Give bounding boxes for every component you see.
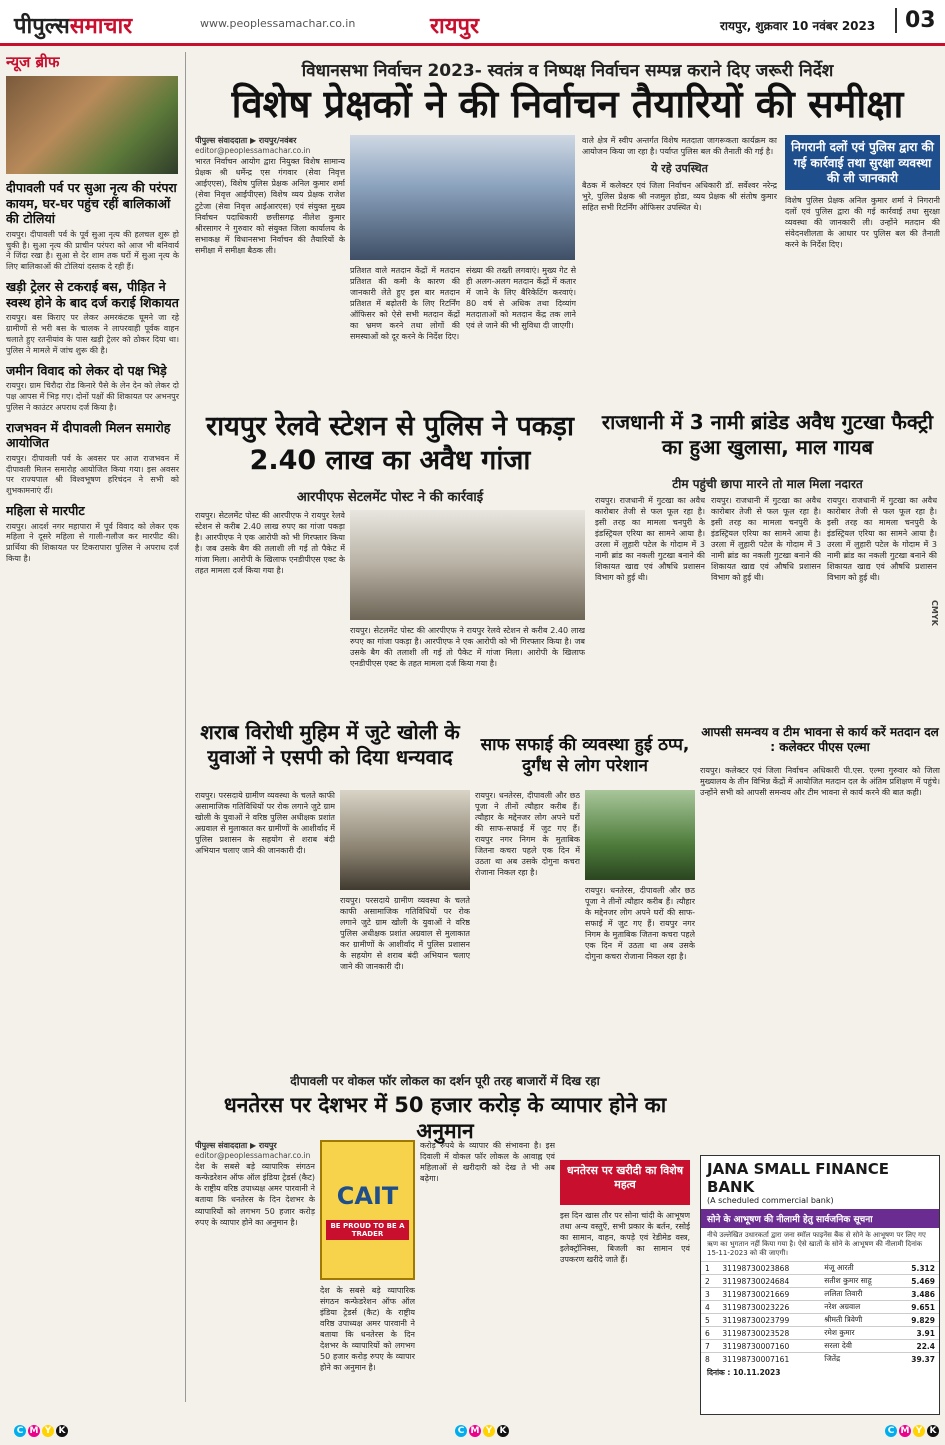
present-subhead: ये रहे उपस्थित — [651, 162, 708, 176]
logo-right-text: समाचार — [69, 14, 133, 39]
row-name: मंजू आरती — [820, 1262, 895, 1275]
lead-kicker: विधानसभा निर्वाचन 2023- स्वतंत्र व निष्पक्ष निर्वाचन सम्पन्न कराने दिए जरूरी निर्देश — [301, 61, 834, 81]
cleaning-text-2: रायपुर। धनतेरस, दीपावली और छठ पूजा ने तीनों त्यौहार करीब हैं। त्यौहार के मद्देनजर लोग अपने घरों की साफ-सफाई में जुट गए हैं। रायपुर नगर निगम के मुताबिक जितना कचरा पहले एक दिन में उठता था अब उसके दोगुना कचरा रोजाना निकल रहा है। — [585, 886, 695, 962]
auction-row — [701, 1301, 939, 1314]
dhanteras-special-text: इस दिन खास तौर पर सोना चांदी के आभूषण तथा अन्य वस्तुएँ, सभी प्रकार के बर्तन, रसोई का सामान, वाहन, कपड़े एवं रेडीमेड वस्त्र, इलेक्ट्रॉनिक्स, बिजली का सामान एवं उपकरण खरीदे जाते हैं। — [560, 1211, 690, 1265]
story-headline: दीपावली पर्व पर सुआ नृत्य की परंपरा कायम, घर-घर पहुंच रहीं बालिकाओं की टोलियां — [6, 180, 177, 227]
dhanteras-column-3 — [420, 1140, 555, 1415]
lead-column-4 — [582, 135, 777, 400]
auction-row — [701, 1275, 939, 1288]
surveillance-text: विशेष पुलिस प्रेक्षक अनिल कुमार शर्मा ने निगरानी दलों एवं पुलिस द्वारा की गई कार्रवाई तथा सुरक्षा व्यवस्था की जानकारी ली। उन्होंने मतदान की संवेदनशीलता के आधार पर पुलिस बल की तैनाती करने के निर्देश दिए। — [785, 196, 940, 250]
story-headline: महिला से मारपीट — [6, 502, 85, 518]
dhanteras-kicker: दीपावली पर वोकल फॉर लोकल का दर्शन पूरी तरह बाजारों में दिख रहा — [290, 1074, 600, 1088]
bank-subtitle: (A scheduled commercial bank) — [707, 1196, 834, 1205]
row-name: जितेंद्र — [820, 1353, 895, 1366]
news-brief-tag: न्यूज ब्रीफ — [6, 53, 60, 71]
gutkha-column-3 — [827, 495, 937, 715]
masthead — [0, 0, 945, 46]
gutkha-text: रायपुर। राजधानी में गुटखा का अवैध कारोबार तेजी से फल फूल रहा है। इसी तरह का मामला चनपुरी के इंडस्ट्रियल एरिया का सामने आया है। उरला में लुहारी पटेल के गोदाम में 3 नामी ब्रांड का नकली गुटखा बनाने की शिकायत खाद्य एवं औषधि प्रशासन विभाग को हुई थी। — [595, 496, 705, 583]
lead-headline: विशेष प्रेक्षकों ने की निर्वाचन तैयारियों की समीक्षा — [231, 82, 904, 126]
logo-left-text: पीपुल्स — [14, 14, 70, 39]
cmyk-dot: M — [470, 1426, 480, 1436]
cmyk-dot: C — [14, 1425, 26, 1437]
edition-date: रायपुर, शुक्रवार 10 नवंबर 2023 — [720, 19, 876, 33]
row-amount: 3.486 — [896, 1288, 939, 1301]
gutkha-column-1 — [595, 495, 705, 715]
cmyk-dot: C — [455, 1425, 467, 1437]
dhanteras-email[interactable]: editor@peoplessamachar.co.in — [195, 1151, 311, 1161]
left-news-brief-column — [6, 52, 186, 1402]
row-amount: 22.4 — [896, 1340, 939, 1353]
gutkha-kicker: टीम पहुंची छापा मारने तो माल मिला नदारत — [672, 477, 863, 491]
row-account: 31198730023799 — [718, 1314, 820, 1327]
story-body: रायपुर। दीपावली पर्व के अवसर पर आज राजभवन में दीपावली मिलन समारोह आयोजित किया गया। इस अवसर पर राज्यपाल श्री विश्वभूषण हरिचंदन ने सभी को शुभकामनाएं दीं। — [6, 453, 179, 496]
collector-column — [700, 765, 940, 835]
row-amount: 9.829 — [896, 1314, 939, 1327]
row-amount: 5.312 — [896, 1262, 939, 1275]
lead-column-3 — [466, 265, 576, 400]
dhanteras-column-2 — [320, 1285, 415, 1415]
dhanteras-byline: पीपुल्स संवाददाता ▶ रायपुर — [195, 1141, 277, 1150]
dhanteras-special-box-body — [560, 1210, 690, 1415]
rail-text-2: रायपुर। सेटलमेंट पोस्ट की आरपीएफ ने रायपुर रेलवे स्टेशन से करीब 2.40 लाख रुपए का गांजा पकड़ा है। आरपीएफ ने एक आरोपी को भी गिरफ्तार किया है। जब उसके बैग की तलाशी ली गई तो पैकेट में गांजा मिला। आरोपी के खिलाफ एनडीपीएस एक्ट के तहत मामला दर्ज किया गया है। — [350, 626, 585, 669]
lead-text-3: संख्या की तख्ती लगवाएं। मुख्य गेट से ही अलग-अलग मतदान केंद्रों में कतार में जाने के लिए बैरिकेटिंग करवाएं। 80 वर्ष से अधिक तथा दिव्यांग मतदाताओं को मतदान केंद्र तक लाने एवं ले जाने की भी सुविधा दी जाएगी। — [466, 266, 576, 331]
sua-dance-photo — [6, 76, 178, 174]
dhanteras-column-1 — [195, 1140, 315, 1415]
auction-row — [701, 1340, 939, 1353]
cleaning-headline: साफ सफाई की व्यवस्था हुई ठप्प, दुर्गंध से लोग परेशान — [480, 735, 690, 777]
cmyk-dot: C — [885, 1425, 897, 1437]
cmyk-marks-right — [885, 1425, 941, 1437]
liquor-column-2 — [340, 895, 470, 1065]
auction-notice-text: नीचे उल्लेखित उधारकर्ता द्वारा जना स्मॉल फाइनेंस बैंक से सोने के आभूषण पर लिए गए ऋण का भुगतान नहीं किया गया है। ऐसे खातों के सोने के आभूषण की नीलामी दिनांक 15-11-2023 को की जाएगी। — [707, 1231, 926, 1258]
lead-text-2: प्रतिशत वाले मतदान केंद्रों में मतदान प्रतिशत की कमी के कारण की जानकारी लेते हुए इस बार मतदान प्रतिशत में बढ़ोतरी के लिए रिटर्निंग ऑफिसर को ऐसे सभी मतदान केंद्रों का भ्रमण करने तथा लोगों की समस्याओं को दूर करने के निर्देश दिए। — [350, 266, 460, 342]
story-headline: राजभवन में दीपावली मिलन समारोह आयोजित — [6, 419, 171, 451]
auction-row — [701, 1327, 939, 1340]
story-body: रायपुर। ग्राम चिरौदा रोड किनारे पैसे के लेन देन को लेकर दो पक्ष आपस में भिड़ गए। दोनों पक्षों की शिकायत पर अभनपुर पुलिस ने काउंटर अपराध दर्ज किया है। — [6, 381, 179, 412]
row-account: 31198730023868 — [718, 1262, 820, 1275]
story-body: रायपुर। आदर्श नगर महापारा में पूर्व विवाद को लेकर एक महिला ने दूसरे महिला से गाली-गलौज कर मारपीट की। प्रार्थिया की शिकायत पर टिकरापारा पुलिस ने अपराध दर्ज किया है। — [6, 521, 179, 563]
cmyk-side-label: CMYK — [930, 600, 939, 626]
auction-row — [701, 1262, 939, 1275]
lead-byline: पीपुल्स संवाददाता ▶ रायपुर/नवंबर — [195, 136, 297, 145]
cleaning-text: रायपुर। धनतेरस, दीपावली और छठ पूजा ने तीनों त्यौहार करीब हैं। त्यौहार के मद्देनजर लोग अपने घरों की साफ-सफाई में जुट गए हैं। रायपुर नगर निगम के मुताबिक जितना कचरा पहले एक दिन में उठता था अब उसके दोगुना कचरा रोजाना निकल रहा है। — [475, 791, 580, 878]
row-amount: 3.91 — [896, 1327, 939, 1340]
row-no: 4 — [701, 1301, 718, 1314]
auction-row — [701, 1353, 939, 1366]
dhanteras-text-3: करोड़ रुपये के व्यापार की संभावना है। इस दिवाली में वोकल फॉर लोकल के आवाह्न एवं महिलाओं से खरीदारी को देख ते भी अब बढ़ेगा। — [420, 1141, 555, 1184]
rail-kicker: आरपीएफ सेटलमेंट पोस्ट ने की कार्रवाई — [296, 490, 484, 505]
cait-logo-graphic — [320, 1140, 415, 1280]
gutkha-column-2 — [711, 495, 821, 715]
collector-text: रायपुर। कलेक्टर एवं जिला निर्वाचन अधिकारी पी.एस. एल्मा गुरुवार को जिला मुख्यालय के तीन विभिन्न केंद्रों में आयोजित मतदान दल के अंतिम प्रशिक्षण में पहुंचे। उन्होंने सभी को आपसी समन्वय और टीम भावना से कार्य करने की बात कही। — [700, 766, 940, 798]
lead-text-1: भारत निर्वाचन आयोग द्वारा नियुक्त विशेष सामान्य प्रेक्षक श्री धर्मेन्द्र एस गंगवार (सेवा निवृत्त आईएएस), विशेष पुलिस प्रेक्षक अनिल कुमार शर्मा (सेवा निवृत्त आईपीएस) विशेष व्यय प्रेक्षक राजेश टुटेजा (सेवा निवृत्त आईआरएस) एवं संयुक्त मुख्य निर्वाचन पदाधिकारी छत्तीसगढ़ नीलेश कुमार श्रीरसागर ने गुरुवार को संयुक्त जिला कार्यालय के सभाकक्ष में विधानसभा निर्वाचन की तैयारियों के समीक्षा में समीक्षा बैठक ली। — [195, 157, 345, 255]
surveillance-box-head: निगरानी दलों एवं पुलिस द्वारा की गई कार्रवाई तथा सुरक्षा व्यवस्था की ली जानकारी — [785, 135, 940, 190]
notice-date: दिनांक : 10.11.2023 — [707, 1368, 781, 1378]
bank-name: JANA SMALL FINANCE BANK — [707, 1160, 890, 1196]
row-no: 2 — [701, 1275, 718, 1288]
row-account: 31198730007160 — [718, 1340, 820, 1353]
cmyk-marks-center — [455, 1425, 511, 1437]
row-amount: 5.469 — [896, 1275, 939, 1288]
story-headline: खड़ी ट्रेलर से टकराई बस, पीड़ित ने स्वस्थ होने के बाद दर्ज कराई शिकायत — [6, 279, 179, 310]
auction-notice-title: सोने के आभूषण की नीलामी हेतु सार्वजनिक सूचना — [701, 1209, 939, 1228]
page-city-title: रायपुर — [430, 14, 479, 39]
cleaning-column-1 — [475, 790, 580, 1065]
row-name: श्रीमती त्रिवेणी — [820, 1314, 895, 1327]
row-name: रमेश कुमार — [820, 1327, 895, 1340]
gutkha-text-2: रायपुर। राजधानी में गुटखा का अवैध कारोबार तेजी से फल फूल रहा है। इसी तरह का मामला चनपुरी के इंडस्ट्रियल एरिया का सामने आया है। उरला में लुहारी पटेल के गोदाम में 3 नामी ब्रांड का नकली गुटखा बनाने की शिकायत खाद्य एवं औषधि प्रशासन विभाग को हुई थी। — [711, 496, 821, 583]
dhanteras-headline: धनतेरस पर देशभर में 50 हजार करोड़ के व्यापार होने का अनुमान — [223, 1093, 667, 1144]
lead-text-4: वाले क्षेत्र में स्वीप अन्तर्गत विशेष मतदाता जागरूकता कार्यक्रम का आयोजन किया जा रहा है। पर्याप्त पुलिस बल की तैनाती की गई है। — [582, 136, 777, 157]
row-no: 6 — [701, 1327, 718, 1340]
rail-text: रायपुर। सेटलमेंट पोस्ट की आरपीएफ ने रायपुर रेलवे स्टेशन से करीब 2.40 लाख रुपए का गांजा पकड़ा है। आरपीएफ ने एक आरोपी को भी गिरफ्तार किया है। जब उसके बैग की तलाशी ली गई तो पैकेट में गांजा मिला। आरोपी के खिलाफ एनडीपीएस एक्ट के तहत मामला दर्ज किया गया है। — [195, 511, 345, 576]
surveillance-box-body — [785, 195, 940, 400]
collector-headline: आपसी समन्वय व टीम भावना से कार्य करें मतदान दल : कलेक्टर पीएस एल्मा — [701, 725, 939, 754]
row-amount: 9.651 — [896, 1301, 939, 1314]
row-no: 1 — [701, 1262, 718, 1275]
row-name: ललिता तिवारी — [820, 1288, 895, 1301]
lead-column-1 — [195, 135, 345, 355]
liquor-text: रायपुर। परसदाये ग्रामीण व्यवस्था के चलते काफी असामाजिक गतिविधियों पर रोक लगाने जुटे ग्राम खोली के युवाओं ने वरिष्ठ पुलिस अधीक्षक प्रशांत अग्रवाल से मुलाकात कर ग्रामीणों के आशीर्वाद में पुलिस प्रशासन के सहयोग से शराब बंदी अभियान चलाए जाने की जानकारी दी। — [195, 791, 335, 856]
story-body: रायपुर। दीपावली पर्व के पूर्व सुआ नृत्य की हलचल शुरू हो चुकी है। सुआ नृत्य की प्राचीन परंपरा को आज भी बनिवार्य ने जिंदा रखा है। सुआ से देर शाम तक घरों में सुआ नृत्य के लिए बालिकाओं की टोलियां दस्तक दे रही हैं। — [6, 229, 179, 272]
gutkha-text-3: रायपुर। राजधानी में गुटखा का अवैध कारोबार तेजी से फल फूल रहा है। इसी तरह का मामला चनपुरी के इंडस्ट्रियल एरिया का सामने आया है। उरला में लुहारी पटेल के गोदाम में 3 नामी ब्रांड का नकली गुटखा बनाने की शिकायत खाद्य एवं औषधि प्रशासन विभाग को हुई थी। — [827, 496, 937, 583]
rpf-seizure-photo — [350, 510, 585, 620]
row-account: 31198730024684 — [718, 1275, 820, 1288]
story-body: रायपुर। बस किराए पर लेकर अमरकंटक घूमने जा रहे ग्रामीणों से भरी बस के चालक ने लापरवाही पूर्वक वाहन चलाते हुए रतनीयांव के पास खड़ी ट्रेलर को ठोकर दिया था। पुलिस ने मामले में जांच शुरू की है। — [6, 313, 179, 355]
website-url[interactable]: www.peoplessamachar.co.in — [200, 17, 356, 30]
cmyk-dot: K — [927, 1425, 939, 1437]
rail-column-1 — [195, 510, 345, 710]
auction-table — [701, 1261, 939, 1365]
election-meeting-photo — [350, 135, 575, 260]
lead-email[interactable]: editor@peoplessamachar.co.in — [195, 146, 311, 156]
lead-column-2 — [350, 265, 460, 400]
auction-row — [701, 1314, 939, 1327]
cmyk-marks-left — [14, 1425, 70, 1437]
row-name: सतीश कुमार साहू — [820, 1275, 895, 1288]
cmyk-dot: K — [497, 1425, 509, 1437]
cmyk-dot: Y — [913, 1425, 925, 1437]
cmyk-dot: K — [56, 1425, 68, 1437]
row-account: 31198730021669 — [718, 1288, 820, 1301]
row-no: 8 — [701, 1353, 718, 1366]
cmyk-dot: M — [900, 1426, 910, 1436]
liquor-column-1 — [195, 790, 335, 1065]
cleaning-column-2 — [585, 885, 695, 1065]
rail-column-2 — [350, 625, 585, 710]
newspaper-logo — [14, 10, 132, 40]
page-number: 03 — [895, 8, 936, 33]
bank-auction-notice — [700, 1155, 940, 1415]
lead-text-5: बैठक में कलेक्टर एवं जिला निर्वाचन अधिकारी डॉ. सर्वेश्वर नरेन्द्र भुरे, पुलिस प्रेक्षक श्री नजमुल होडा, व्यय प्रेक्षक श्री संतोष कुमार सहित सभी रिटर्निंग ऑफिसर उपस्थित थे। — [582, 181, 777, 213]
cmyk-dot: M — [29, 1426, 39, 1436]
cait-ribbon-text: BE PROUD TO BE A TRADER — [326, 1220, 409, 1240]
garbage-vehicle-photo — [585, 790, 695, 880]
cmyk-dot: Y — [483, 1425, 495, 1437]
gutkha-headline: राजधानी में 3 नामी ब्रांडेड अवैध गुटखा फैक्ट्री का हुआ खुलासा, माल गायब — [601, 410, 934, 459]
row-account: 31198730007161 — [718, 1353, 820, 1366]
row-no: 3 — [701, 1288, 718, 1301]
auction-row — [701, 1288, 939, 1301]
story-headline: जमीन विवाद को लेकर दो पक्ष भिड़े — [6, 362, 167, 378]
row-amount: 39.37 — [896, 1353, 939, 1366]
dhanteras-text-2: देश के सबसे बड़े व्यापारिक संगठन कन्फेडरेशन ऑफ ऑल इंडिया ट्रेडर्स (कैट) के राष्ट्रीय वरिष्ठ उपाध्यक्ष अमर पारवानी ने बताया कि धनतेरस के दिन देशभर के व्यापारियों को लगभग 50 हजार करोड़ रुपए के व्यापार होने का अनुमान है। — [320, 1286, 415, 1373]
row-name: सरला देवी — [820, 1340, 895, 1353]
liquor-headline: शराब विरोधी मुहिम में जुटे खोली के युवाओं ने एसपी को दिया धन्यवाद — [200, 720, 460, 769]
row-name: नरेश अग्रवाल — [820, 1301, 895, 1314]
liquor-text-2: रायपुर। परसदाये ग्रामीण व्यवस्था के चलते काफी असामाजिक गतिविधियों पर रोक लगाने जुटे ग्राम खोली के युवाओं ने वरिष्ठ पुलिस अधीक्षक प्रशांत अग्रवाल से मुलाकात कर ग्रामीणों के आशीर्वाद में पुलिस प्रशासन के सहयोग से शराब बंदी अभियान चलाए जाने की जानकारी दी। — [340, 896, 470, 972]
cait-logo-text: CAIT — [336, 1182, 399, 1210]
row-no: 5 — [701, 1314, 718, 1327]
dhanteras-text: देश के सबसे बड़े व्यापारिक संगठन कन्फेडरेशन ऑफ ऑल इंडिया ट्रेडर्स (कैट) के राष्ट्रीय वरिष्ठ उपाध्यक्ष अमर पारवानी ने बताया कि धनतेरस के दिन देशभर के व्यापारियों को लगभग 50 हजार करोड़ रुपए के व्यापार होने का अनुमान है। — [195, 1162, 315, 1227]
row-account: 31198730023226 — [718, 1301, 820, 1314]
youths-with-sp-photo — [340, 790, 470, 890]
row-no: 7 — [701, 1340, 718, 1353]
row-account: 31198730023528 — [718, 1327, 820, 1340]
rail-headline: रायपुर रेलवे स्टेशन से पुलिस ने पकड़ा 2.40 लाख का अवैध गांजा — [206, 411, 574, 476]
dhanteras-special-box-head: धनतेरस पर खरीदी का विशेष महत्व — [560, 1160, 690, 1205]
cmyk-dot: Y — [42, 1425, 54, 1437]
